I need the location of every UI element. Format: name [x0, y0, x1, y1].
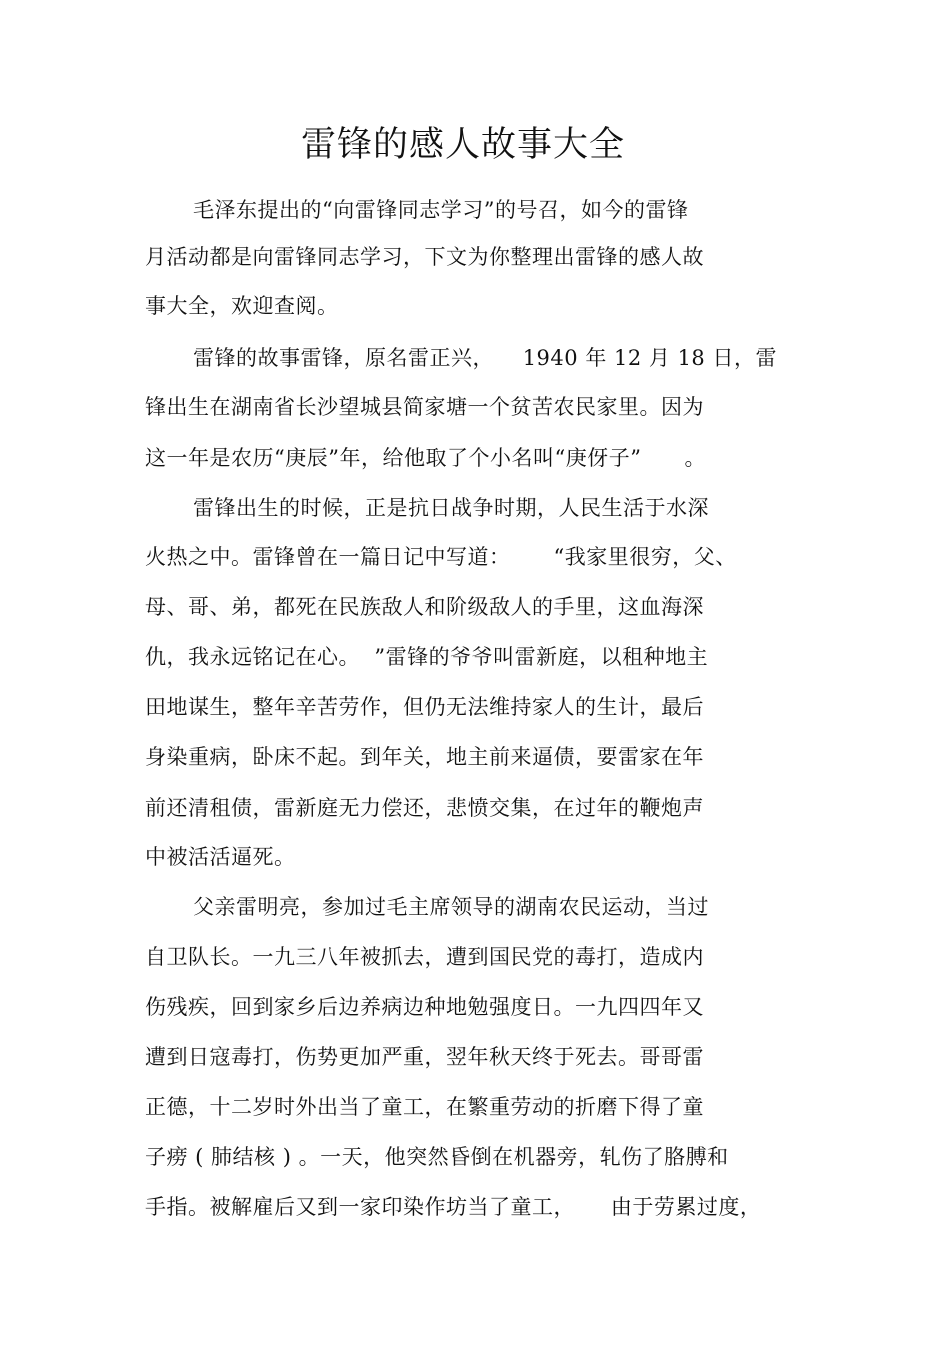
paragraph-line: 父亲雷明亮，参加过毛主席领导的湖南农民运动，当过	[193, 895, 709, 919]
paragraph-line: 中被活活逼死。	[145, 845, 296, 869]
paragraph-line: 伤残疾，回到家乡后边养病边种地勉强度日。一九四四年又	[145, 995, 704, 1019]
paragraph-line: 雷锋出生的时候，正是抗日战争时期，人民生活于水深	[193, 496, 709, 520]
paragraph-line: 田地谋生，整年辛苦劳作，但仍无法维持家人的生计，最后	[145, 695, 704, 719]
paragraph-line: 这一年是农历“庚辰”年，给他取了个小名叫“庚伢子” 。	[145, 446, 706, 470]
paragraph-line: 自卫队长。一九三八年被抓去，遭到国民党的毒打，造成内	[145, 945, 704, 969]
paragraph-line: 前还清租债，雷新庭无力偿还，悲愤交集，在过年的鞭炮声	[145, 796, 704, 820]
paragraph-line: 子痨 ( 肺结核 ) 。一天，他突然昏倒在机器旁，轧伤了胳膊和	[145, 1145, 729, 1169]
paragraph-line: 遭到日寇毒打，伤势更加严重，翌年秋天终于死去。哥哥雷	[145, 1045, 704, 1069]
paragraph-line: 雷锋的故事雷锋，原名雷正兴， 1940 年 12 月 18 日，雷	[193, 346, 777, 370]
document-title: 雷锋的感人故事大全	[300, 125, 625, 165]
paragraph-line: 锋出生在湖南省长沙望城县简家塘一个贫苦农民家里。因为	[145, 395, 704, 419]
paragraph-line: 手指。被解雇后又到一家印染作坊当了童工， 由于劳累过度，	[145, 1195, 762, 1219]
paragraph-line: 毛泽东提出的“向雷锋同志学习”的号召，如今的雷锋	[193, 198, 689, 222]
paragraph-line: 月活动都是向雷锋同志学习，下文为你整理出雷锋的感人故	[145, 245, 704, 269]
paragraph-line: 事大全，欢迎查阅。	[145, 294, 339, 318]
paragraph-line: 身染重病，卧床不起。到年关，地主前来逼债，要雷家在年	[145, 745, 704, 769]
paragraph-line: 正德，十二岁时外出当了童工，在繁重劳动的折磨下得了童	[145, 1095, 704, 1119]
paragraph-line: 火热之中。雷锋曾在一篇日记中写道： “我家里很穷，父、	[145, 545, 737, 569]
paragraph-line: 母、哥、弟，都死在民族敌人和阶级敌人的手里，这血海深	[145, 595, 704, 619]
paragraph-line: 仇，我永远铭记在心。 ”雷锋的爷爷叫雷新庭，以租种地主	[145, 645, 709, 669]
